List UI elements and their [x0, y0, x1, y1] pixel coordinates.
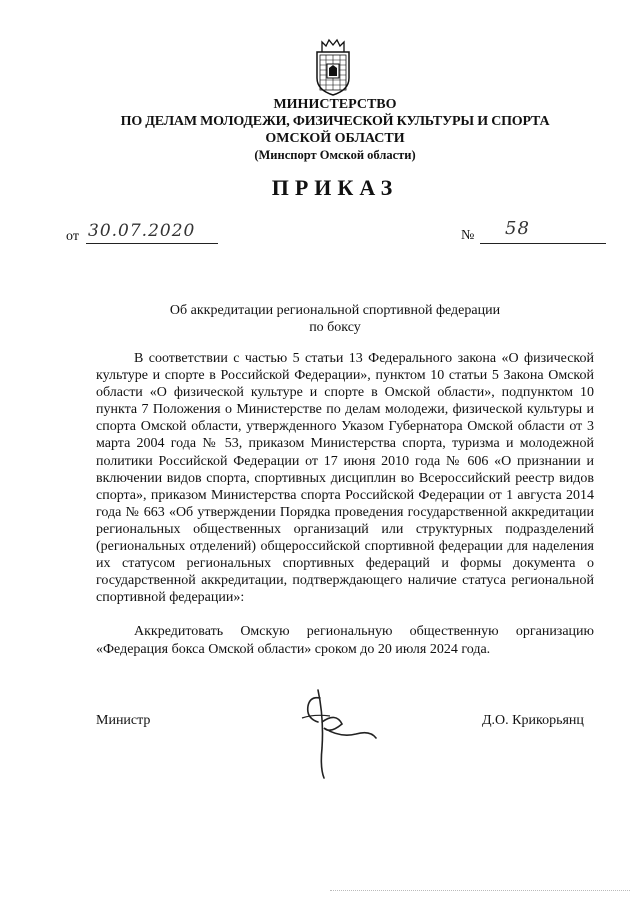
handwritten-signature-icon [280, 688, 380, 780]
document-type: ПРИКАЗ [271, 175, 399, 200]
date-underline [86, 243, 218, 244]
decision-paragraph: Аккредитовать Омскую региональную общественную организацию «Федерация бокса Омской области» сроком до 20 июля 2024 года. [96, 624, 594, 657]
ministry-name-line2: ПО ДЕЛАМ МОЛОДЕЖИ, ФИЗИЧЕСКОЙ КУЛЬТУРЫ И СПОРТА [120, 114, 550, 129]
order-body [96, 350, 594, 658]
number-underline [480, 243, 606, 244]
coat-of-arms-icon [313, 38, 353, 96]
number-handwritten: 58 [505, 218, 530, 239]
ministry-name-line1: МИНИСТЕРСТВО [273, 97, 397, 112]
ministry-name-line3: ОМСКОЙ ОБЛАСТИ [265, 131, 405, 146]
order-title-line1: Об аккредитации региональной спортивной федерации [169, 303, 501, 318]
number-prefix: № [461, 228, 475, 243]
order-title [140, 302, 530, 336]
signer-name: Д.О. Крикорьянц [482, 713, 584, 728]
ministry-short-name: (Минспорт Омской области) [254, 148, 416, 162]
date-handwritten: 30.07.2020 [88, 221, 196, 241]
scan-artifact-divider [330, 890, 630, 893]
order-title-line2: по боксу [309, 320, 361, 335]
signer-role: Министр [96, 713, 151, 728]
date-prefix: от [66, 229, 79, 244]
preamble-paragraph: В соответствии с частью 5 статьи 13 Федерального закона «О физической культуре и спорте в Российской Федерации», пунктом 10 статьи 5 Закона Омской области «О физической культуре и спорте в Омской области», подпунктом 10 пункта 7 Положения о Министерстве по делам молодежи, физической культуры и спорта Омской области, утвержденного Указом Губернатора Омской области от 3 марта 2004 года № 53, приказом Министерства спорта, туризма и молодежной политики Российской Федерации от 17 июня 2010 года № 606 «О признании и включении видов спорта, спортивных дисциплин во Всероссийский реестр видов спорта», приказом Министерства спорта Российской Федерации от 1 августа 2014 года № 663 «Об утверждении Порядка проведения государственной аккредитации региональных общественных организаций или структурных подразделений (региональных отделений) общероссийской спортивной федерации для наделения их статусом региональных спортивных федераций и формы документа о государственной аккредитации, подтверждающего наличие статуса региональной спортивной федерации»: [96, 351, 594, 606]
